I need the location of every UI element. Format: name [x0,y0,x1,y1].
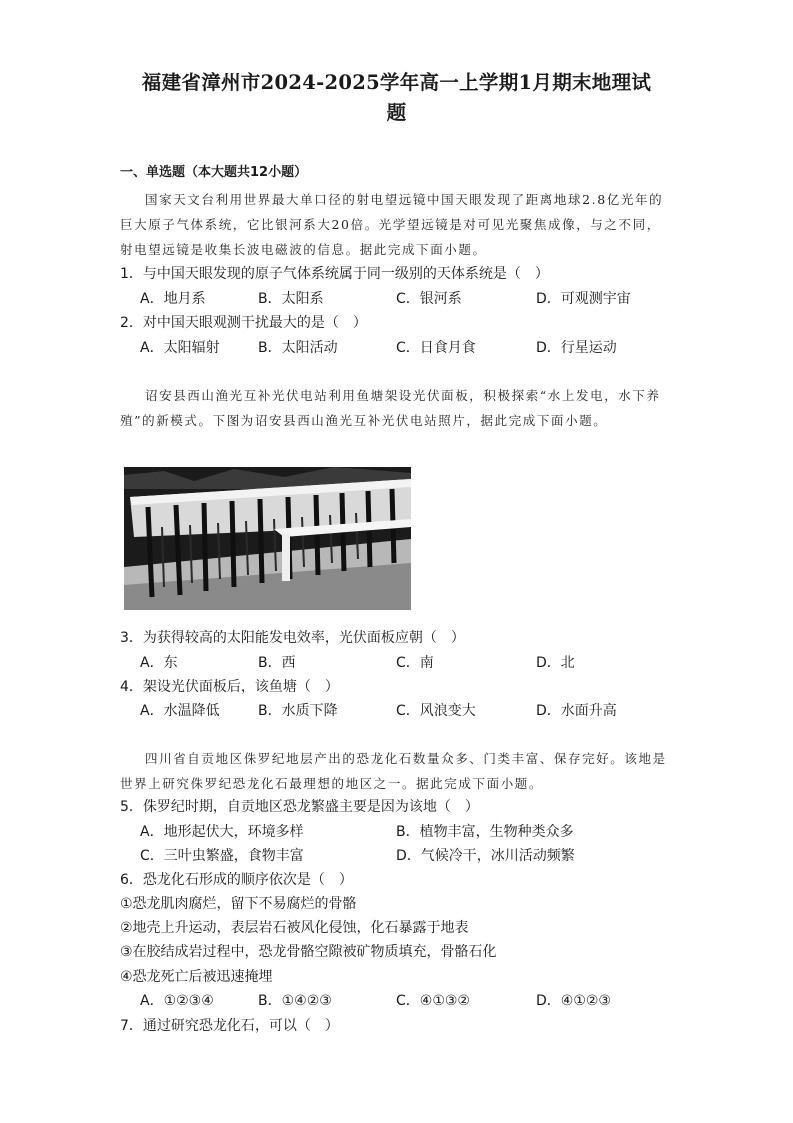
option-c[interactable]: C．三叶虫繁盛，食物丰富 [140,848,304,864]
option-d[interactable]: D．水面升高 [536,703,617,719]
option-d[interactable]: D．行星运动 [536,340,617,356]
option-b[interactable]: B．太阳系 [258,291,324,307]
question-1-stem: 1．与中国天眼发现的原子气体系统属于同一级别的天体系统是（ ） [120,266,549,282]
passage-dinosaur [120,746,672,796]
option-b[interactable]: B．水质下降 [258,703,338,719]
question-1-options [140,288,680,310]
question-6-options [140,990,680,1012]
passage-text: 四川省自贡地区侏罗纪地层产出的恐龙化石数量众多、门类丰富、保存完好。该地是世界上研究侏罗纪恐龙化石最理想的地区之一。据此完成下面小题。 [120,751,667,791]
option-d[interactable]: D．可观测宇宙 [536,291,631,307]
option-c[interactable]: C．风浪变大 [396,703,476,719]
statement-4: ④恐龙死亡后被迅速掩埋 [120,969,273,985]
option-c[interactable]: C．南 [396,655,434,671]
option-a[interactable]: A．地月系 [140,291,206,307]
question-7-stem: 7．通过研究恐龙化石，可以（ ） [120,1018,339,1034]
title-line-1: 福建省漳州市2024-2025学年高一上学期1月期末地理试 [141,71,652,94]
option-b[interactable]: B．①④②③ [258,993,332,1009]
passage-text: 国家天文台利用世界最大单口径的射电望远镜中国天眼发现了距离地球2.8亿光年的巨大原子气体系统，它比银河系大20倍。光学望远镜是对可见光聚焦成像，与之不同，射电望远镜是收集长波电磁波的信息。据此完成下面小题。 [120,192,664,257]
option-d[interactable]: D．④①②③ [536,993,611,1009]
passage-text: 诏安县西山渔光互补光伏电站利用鱼塘架设光伏面板，积极探索“水上发电，水下养殖”的新模式。下图为诏安县西山渔光互补光伏电站照片，据此完成下面小题。 [120,388,661,428]
section-heading: 一、单选题（本大题共12小题） [120,165,308,180]
statement-2: ②地壳上升运动，表层岩石被风化侵蚀，化石暴露于地表 [120,920,469,936]
option-a[interactable]: A．①②③④ [140,993,214,1009]
option-d[interactable]: D．北 [536,655,575,671]
question-3-stem: 3．为获得较高的太阳能发电效率，光伏面板应朝（ ） [120,630,465,646]
question-5-stem: 5．侏罗纪时期，自贡地区恐龙繁盛主要是因为该地（ ） [120,799,479,815]
option-d[interactable]: D．气候冷干，冰川活动频繁 [396,848,575,864]
question-2-stem: 2．对中国天眼观测干扰最大的是（ ） [120,315,367,331]
option-b[interactable]: B．植物丰富，生物种类众多 [396,824,574,840]
question-4-options [140,700,680,722]
exam-title [110,68,683,128]
statement-1: ①恐龙肌肉腐烂，留下不易腐烂的骨骼 [120,896,357,912]
question-5-options-row-2 [140,845,680,867]
passage-astronomy [120,187,672,262]
solar-farm-photo [124,467,411,610]
option-a[interactable]: A．东 [140,655,178,671]
question-3-options [140,652,680,674]
question-4-stem: 4．架设光伏面板后，该鱼塘（ ） [120,679,339,695]
title-line-2: 题 [386,101,407,124]
option-a[interactable]: A．地形起伏大，环境多样 [140,824,304,840]
option-c[interactable]: C．④①③② [396,993,470,1009]
option-b[interactable]: B．太阳活动 [258,340,338,356]
option-a[interactable]: A．水温降低 [140,703,220,719]
statement-3: ③在胶结成岩过程中，恐龙骨骼空隙被矿物质填充，骨骼石化 [120,944,497,960]
option-c[interactable]: C．日食月食 [396,340,476,356]
question-5-options-row-1 [140,821,680,843]
option-c[interactable]: C．银河系 [396,291,462,307]
option-b[interactable]: B．西 [258,655,296,671]
question-6-stem: 6．恐龙化石形成的顺序依次是（ ） [120,872,353,888]
photo-illustration [124,467,411,610]
passage-solar-farm [120,383,672,433]
option-a[interactable]: A．太阳辐射 [140,340,220,356]
question-2-options [140,337,680,359]
